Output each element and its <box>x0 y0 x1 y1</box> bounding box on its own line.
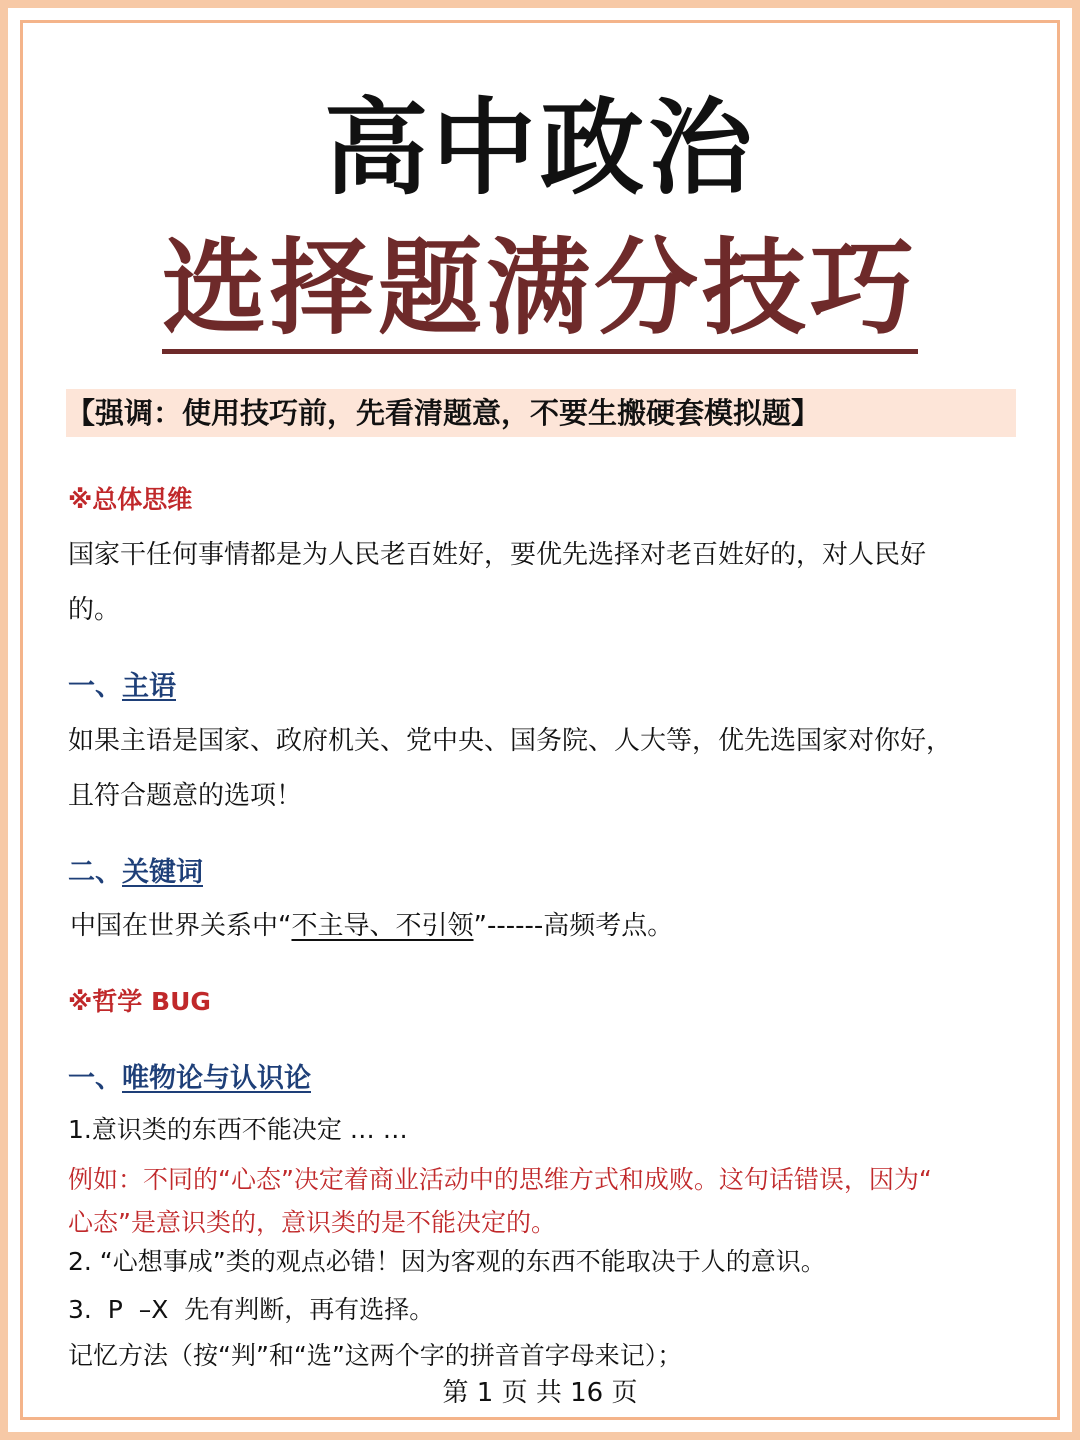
page-number-footer: 第 1 页 共 16 页 <box>442 1378 638 1408</box>
example-line-1: 例如：不同的“心态”决定着商业活动中的思维方式和成败。这句话错误，因为“ <box>68 1165 932 1194</box>
philosophy-item-3: 3. P –X 先有判断，再有选择。 <box>68 1295 435 1324</box>
philosophy-heading: ※哲学 BUG <box>68 987 211 1016</box>
philosophy-item-2: 2. “心想事成”类的观点必错！因为客观的东西不能取决于人的意识。 <box>68 1247 826 1276</box>
subject-line-2: 且符合题意的选项！ <box>68 781 303 811</box>
overall-line-1: 国家干任何事情都是为人民老百姓好，要优先选择对老百姓好的，对人民好 <box>68 540 927 570</box>
philosophy-item-1: 1.意识类的东西不能决定 … … <box>68 1115 408 1144</box>
keyword-line <box>70 905 673 942</box>
subject-heading <box>68 664 176 703</box>
keyword-pre: 中国在世界关系中“ <box>70 911 292 941</box>
philosophy-section-heading <box>68 1056 311 1095</box>
subject-heading-text: 主语 <box>122 671 176 702</box>
philosophy-section-prefix: 一、 <box>68 1063 122 1094</box>
philosophy-section-heading-text: 唯物论与认识论 <box>122 1063 311 1094</box>
keyword-prefix: 二、 <box>68 857 122 888</box>
keyword-heading-text: 关键词 <box>122 857 203 888</box>
memory-method: 记忆方法（按“判”和“选”这两个字的拼音首字母来记）； <box>68 1341 683 1370</box>
subject-line-1: 如果主语是国家、政府机关、党中央、国务院、人大等，优先选国家对你好， <box>68 726 953 756</box>
overall-heading: ※总体思维 <box>68 485 193 514</box>
keyword-heading <box>68 850 203 889</box>
emphasis-banner: 【强调：使用技巧前，先看清题意，不要生搬硬套模拟题】 <box>66 389 1016 437</box>
keyword-underlined: 不主导、不引领 <box>291 911 474 941</box>
title-line-2 <box>0 228 1080 348</box>
title-line-1: 高中政治 <box>323 87 756 209</box>
overall-line-2: 的。 <box>68 595 121 625</box>
subject-prefix: 一、 <box>68 671 122 702</box>
title-line-2-text: 选择题满分技巧 <box>162 227 918 354</box>
example-line-2: 心态”是意识类的，意识类的是不能决定的。 <box>68 1208 556 1237</box>
keyword-post: ”------高频考点。 <box>473 911 674 941</box>
